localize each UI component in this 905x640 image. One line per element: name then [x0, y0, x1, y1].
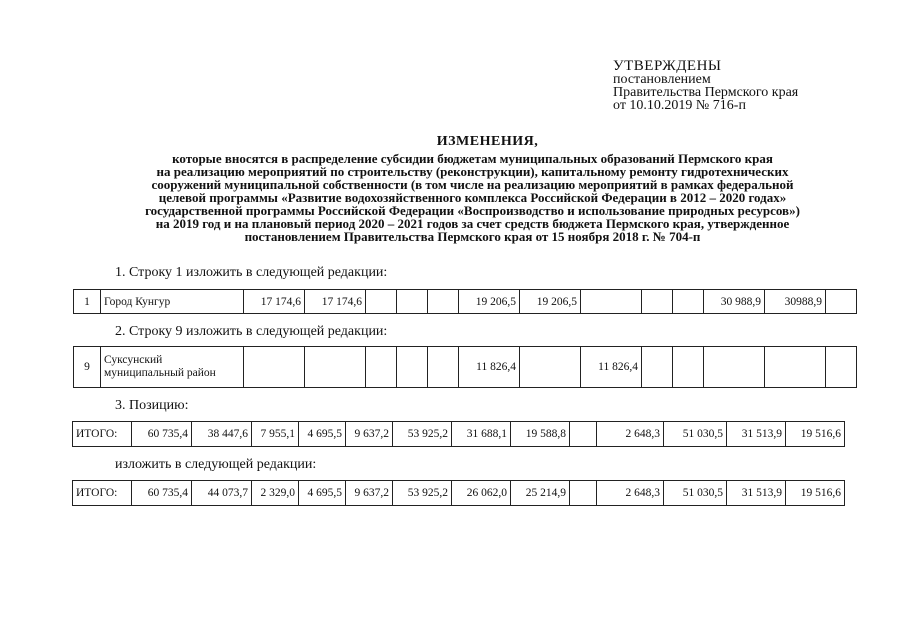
total-old-table [72, 421, 845, 447]
table-cell [642, 347, 673, 388]
table-cell: 11 826,4 [459, 347, 520, 388]
table-cell [581, 290, 642, 314]
table-cell [704, 347, 765, 388]
approval-date: от 10.10.2019 № 716-п [613, 98, 746, 113]
table-cell: 19 206,5 [520, 290, 581, 314]
table-cell: 19 516,6 [786, 422, 845, 447]
municipality-name-line: муниципальный район [104, 367, 216, 379]
table-cell: 2 648,3 [597, 481, 664, 506]
table-cell [366, 290, 397, 314]
subtitle-line: которые вносятся в распределение субсидии бюджетам муниципальных образований Пермского края [172, 151, 773, 166]
table-cell: 17 174,6 [305, 290, 366, 314]
instruction-item-1: 1. Строку 1 изложить в следующей редакции: [115, 265, 388, 280]
table-cell [673, 290, 704, 314]
subtitle-line: на реализацию мероприятий по строительству (реконструкции), капитальному ремонту гидротехнических [156, 164, 789, 179]
table-cell: 30988,9 [765, 290, 826, 314]
table-cell: 2 648,3 [597, 422, 664, 447]
table-cell [642, 290, 673, 314]
row-9-table [73, 346, 857, 388]
approval-block [613, 60, 798, 112]
table-cell: 31 688,1 [452, 422, 511, 447]
table-cell [366, 347, 397, 388]
table-cell [428, 347, 459, 388]
document-title: ИЗМЕНЕНИЯ, [436, 134, 539, 149]
table-cell [305, 347, 366, 388]
table-cell: 19 588,8 [511, 422, 570, 447]
table-cell [244, 347, 305, 388]
table-cell: 51 030,5 [664, 422, 727, 447]
table-cell [826, 347, 857, 388]
table-cell: 19 206,5 [459, 290, 520, 314]
table-cell [673, 347, 704, 388]
subtitle-line: целевой программы «Развитие водохозяйственного комплекса Российской Федерации в 2012 – 2020 годах» [158, 190, 787, 205]
table-cell [397, 290, 428, 314]
subtitle-line: постановлением Правительства Пермского края от 15 ноября 2018 г. № 704-п [244, 229, 701, 244]
table-cell: 26 062,0 [452, 481, 511, 506]
table-cell: 38 447,6 [192, 422, 252, 447]
approval-line: Правительства Пермского края [613, 85, 799, 100]
table-cell [570, 481, 597, 506]
municipality-name [101, 347, 244, 388]
table-cell: 9 637,2 [346, 481, 393, 506]
table-cell: 53 925,2 [393, 422, 452, 447]
table-cell [570, 422, 597, 447]
table-cell: 7 955,1 [252, 422, 299, 447]
subtitle-line: государственной программы Российской Федерации «Воспроизводство и использование природных ресурсов») [145, 203, 800, 218]
subtitle-line: на 2019 год и на плановый период 2020 – 2021 годов за счет средств бюджета Пермского края, утвержденное [155, 216, 790, 231]
table-cell [520, 347, 581, 388]
total-new-table [72, 480, 845, 506]
table-cell: 31 513,9 [727, 422, 786, 447]
table-cell: 53 925,2 [393, 481, 452, 506]
table-cell [826, 290, 857, 314]
table-cell: 9 637,2 [346, 422, 393, 447]
table-row [74, 347, 857, 388]
table-cell: 4 695,5 [299, 481, 346, 506]
table-cell: 2 329,0 [252, 481, 299, 506]
row-1-table [73, 289, 857, 314]
table-cell: 60 735,4 [132, 422, 192, 447]
table-row [73, 481, 845, 506]
document-subtitle [75, 152, 870, 243]
table-cell: 51 030,5 [664, 481, 727, 506]
table-cell [397, 347, 428, 388]
table-cell: 25 214,9 [511, 481, 570, 506]
municipality-name-line: Суксунский [104, 354, 163, 366]
instruction-item-2: 2. Строку 9 изложить в следующей редакции: [115, 324, 388, 339]
table-row [73, 422, 845, 447]
table-cell: 44 073,7 [192, 481, 252, 506]
table-cell: 60 735,4 [132, 481, 192, 506]
municipality-name: Город Кунгур [101, 290, 244, 314]
table-cell: 30 988,9 [704, 290, 765, 314]
subtitle-line: сооружений муниципальной собственности (в том числе на реализацию мероприятий в рамках федеральной [151, 177, 794, 192]
table-cell [428, 290, 459, 314]
table-cell: 17 174,6 [244, 290, 305, 314]
table-row [74, 290, 857, 314]
row-number: 9 [74, 347, 101, 388]
table-cell [765, 347, 826, 388]
table-cell: 11 826,4 [581, 347, 642, 388]
total-label: ИТОГО: [73, 422, 132, 447]
instruction-item-3: 3. Позицию: [115, 398, 189, 413]
table-cell: 4 695,5 [299, 422, 346, 447]
table-cell: 31 513,9 [727, 481, 786, 506]
approval-line: постановлением [613, 72, 711, 87]
row-number: 1 [74, 290, 101, 314]
total-label: ИТОГО: [73, 481, 132, 506]
approval-heading: УТВЕРЖДЕНЫ [613, 58, 722, 74]
table-cell: 19 516,6 [786, 481, 845, 506]
instruction-item-4: изложить в следующей редакции: [115, 457, 317, 472]
